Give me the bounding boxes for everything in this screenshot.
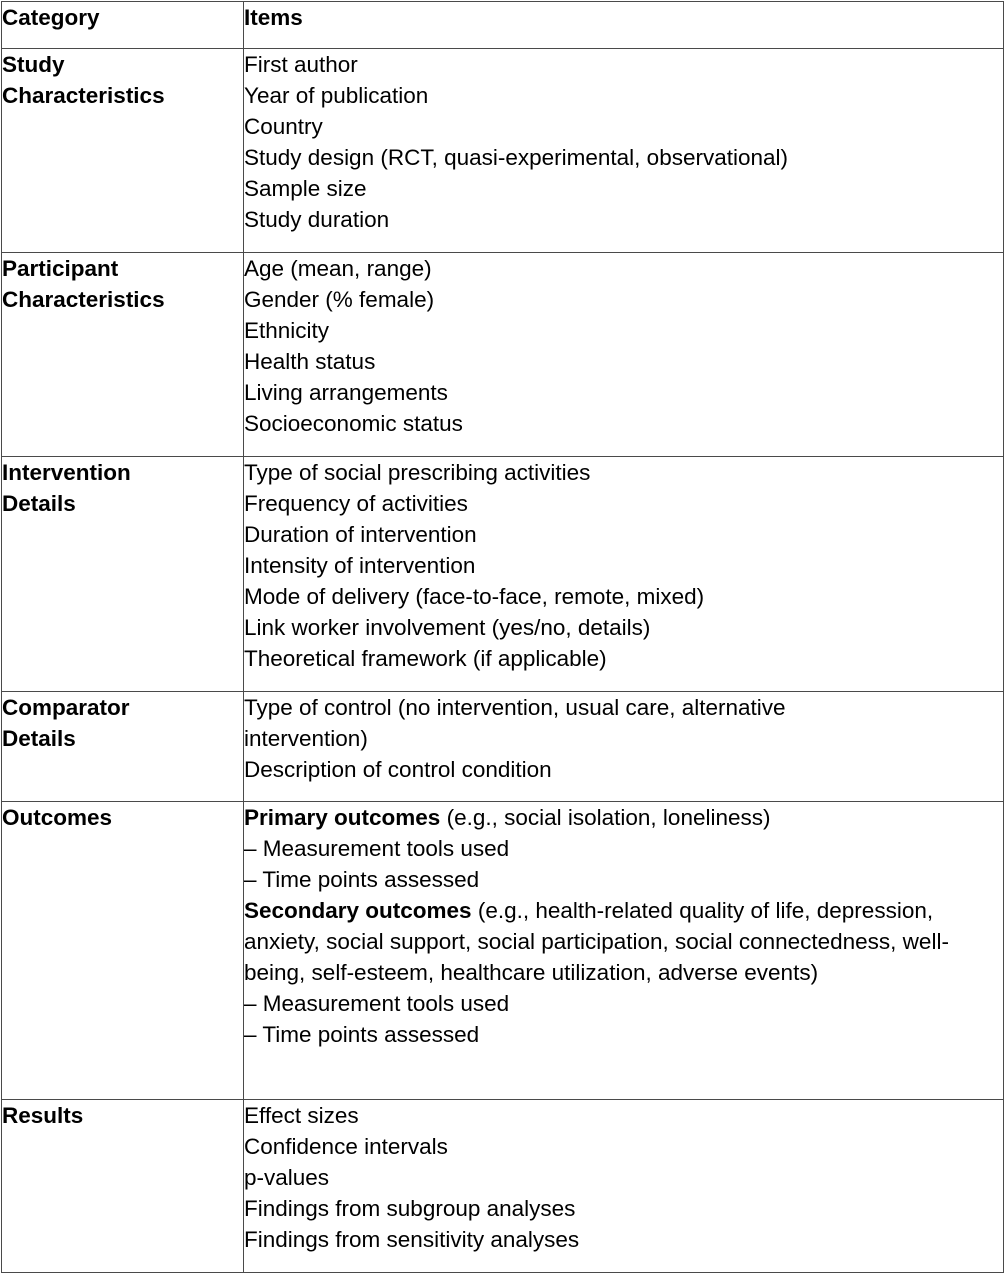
secondary-outcomes-label: Secondary outcomes [244,898,472,923]
table-row-comparator-details [2,692,1004,802]
item-text: Frequency of activities [244,491,468,516]
item-text: Age (mean, range) [244,256,432,281]
category-label: Results [2,1103,84,1128]
items-cell [244,802,1004,1100]
item-text: Year of publication [244,83,429,108]
item-text: Mode of delivery (face-to-face, remote, mixed) [244,584,705,609]
item-text: Findings from sensitivity analyses [244,1227,580,1252]
item-text: Socioeconomic status [244,411,463,436]
category-cell [2,253,244,457]
header-row [2,2,1004,49]
category-cell [2,49,244,253]
category-label: Characteristics [2,83,165,109]
category-cell [2,1100,244,1273]
category-label: Comparator [2,695,130,720]
category-label: Details [2,491,76,517]
items-cell [244,253,1004,457]
item-text: Living arrangements [244,380,448,405]
category-label: Details [2,726,76,752]
table-row-participant-characteristics [2,253,1004,457]
items-cell [244,692,1004,802]
item-text: Intensity of intervention [244,553,476,578]
item-text: Theoretical framework (if applicable) [244,646,607,671]
category-cell [2,692,244,802]
primary-outcomes-label: Primary outcomes [244,805,441,830]
category-cell [2,802,244,1100]
data-extraction-table [1,1,1004,1273]
category-cell [2,457,244,692]
column-header-category: Category [2,2,244,49]
table-row-outcomes [2,802,1004,1100]
item-text: Link worker involvement (yes/no, details) [244,615,651,640]
primary-outcomes-text [244,802,1003,833]
secondary-outcomes-description: (e.g., health-related quality of life, depression, anxiety, social support, social participation, social connectedness, well-being, self-esteem, healthcare utilization, adverse events) [244,898,949,985]
category-label: Intervention [2,460,131,485]
item-text: Health status [244,349,376,374]
item-text: Effect sizes [244,1103,359,1128]
item-text: Gender (% female) [244,287,435,312]
item-text: Study design (RCT, quasi-experimental, observational) [244,145,789,170]
primary-outcomes-description: (e.g., social isolation, loneliness) [440,805,771,830]
item-text: Duration of intervention [244,522,477,547]
item-text: – Measurement tools used [244,991,510,1016]
item-text: Study duration [244,207,390,232]
items-cell [244,1100,1004,1273]
item-text: Type of control (no intervention, usual care, alternative intervention) [244,695,786,751]
item-text: Sample size [244,176,367,201]
item-text: Type of social prescribing activities [244,460,591,485]
items-cell [244,49,1004,253]
item-text: Country [244,114,323,139]
column-header-items: Items [244,2,1004,49]
item-text: Ethnicity [244,318,330,343]
category-label: Outcomes [2,805,113,830]
item-text: Description of control condition [244,757,552,782]
item-text: Confidence intervals [244,1134,448,1159]
item-text: First author [244,52,358,77]
table-row-intervention-details [2,457,1004,692]
item-text: Findings from subgroup analyses [244,1196,576,1221]
secondary-outcomes-text [244,895,1003,988]
item-text: – Time points assessed [244,1022,480,1047]
items-cell [244,457,1004,692]
category-label: Participant [2,256,119,281]
item-text: – Measurement tools used [244,836,510,861]
table-row-results [2,1100,1004,1273]
table-row-study-characteristics [2,49,1004,253]
item-text: – Time points assessed [244,867,480,892]
item-text: p-values [244,1165,330,1190]
category-label: Characteristics [2,287,165,313]
category-label: Study [2,52,65,77]
